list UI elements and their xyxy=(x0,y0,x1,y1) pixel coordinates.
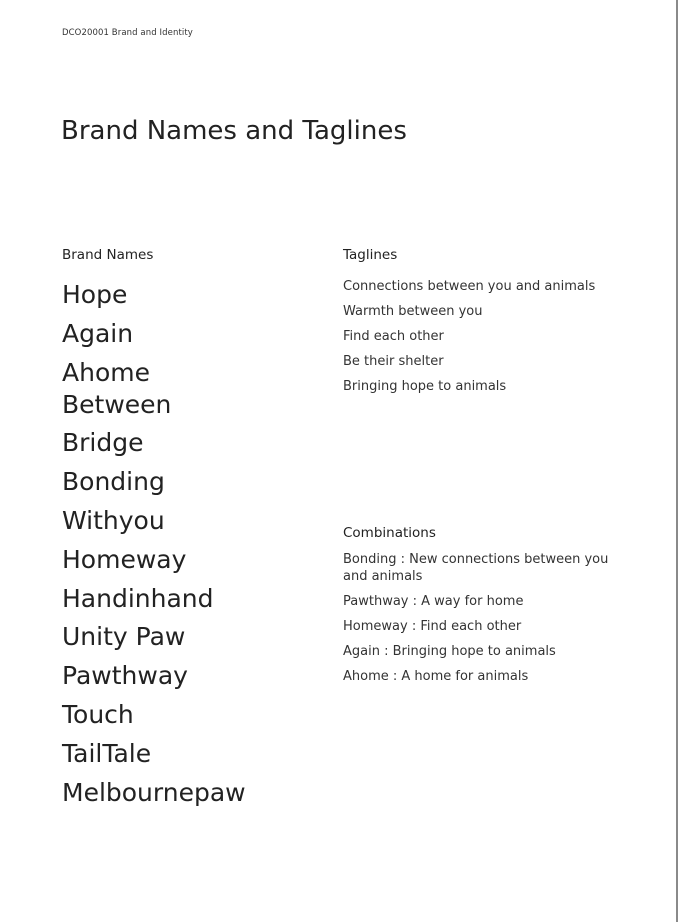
course-code-header: DCO20001 Brand and Identity xyxy=(62,28,193,38)
tagline-item: Warmth between you xyxy=(343,304,483,319)
page-title: Brand Names and Taglines xyxy=(61,116,407,146)
tagline-item: Find each other xyxy=(343,329,444,344)
tagline-item: Connections between you and animals xyxy=(343,279,596,294)
brand-name-item: Unity Paw xyxy=(62,622,186,652)
brand-name-item: Pawthway xyxy=(62,661,188,691)
brand-name-item: Handinhand xyxy=(62,583,214,613)
taglines-column xyxy=(343,247,613,693)
brand-name-item: Bonding xyxy=(62,467,165,497)
combinations-heading: Combinations xyxy=(343,525,436,541)
brand-name-item: Bridge xyxy=(62,428,144,458)
combinations-list xyxy=(343,551,613,685)
tagline-item: Bringing hope to animals xyxy=(343,379,507,394)
brand-name-item: Melbournepaw xyxy=(62,777,246,807)
brand-names-list xyxy=(62,279,302,809)
combination-item: Pawthway : A way for home xyxy=(343,594,524,609)
brand-name-item: Touch xyxy=(62,699,134,729)
combination-item: Again : Bringing hope to animals xyxy=(343,644,556,659)
taglines-list xyxy=(343,278,613,395)
brand-name-item: Hope xyxy=(62,280,128,309)
combination-item: Ahome : A home for animals xyxy=(343,669,529,684)
brand-name-item: TailTale xyxy=(62,738,152,768)
brand-name-item: Again xyxy=(62,318,134,348)
taglines-heading: Taglines xyxy=(343,247,398,263)
brand-names-section xyxy=(62,247,302,815)
taglines-section xyxy=(343,247,613,395)
combination-item: Homeway : Find each other xyxy=(343,619,522,634)
brand-name-item: Ahome Between xyxy=(62,357,172,419)
tagline-item: Be their shelter xyxy=(343,354,444,369)
brand-names-heading: Brand Names xyxy=(62,247,154,263)
combinations-section xyxy=(343,525,613,685)
brand-name-item: Withyou xyxy=(62,505,165,535)
brand-name-item: Homeway xyxy=(62,544,187,574)
combination-item: Bonding : New connections between you and animals xyxy=(343,552,609,584)
